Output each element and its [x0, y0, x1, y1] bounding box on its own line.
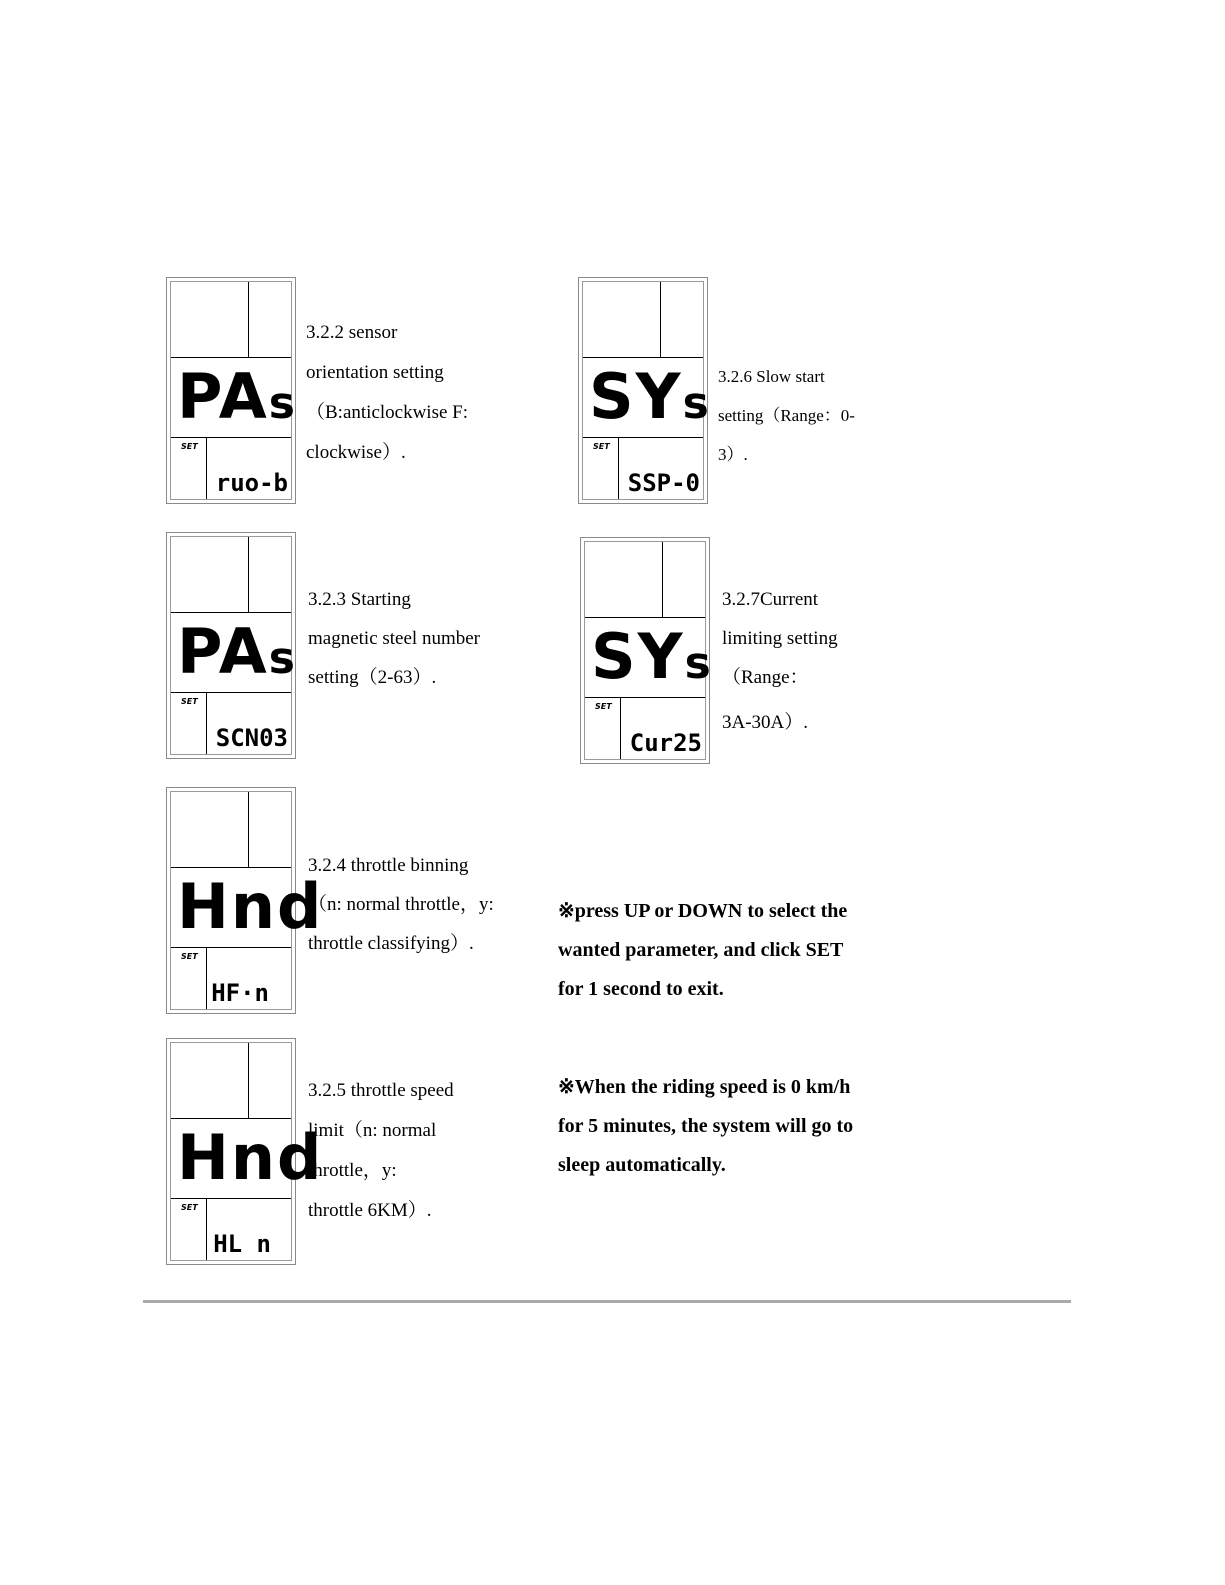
lcd-display-3-2-2 — [166, 277, 296, 504]
lcd-main-text: SYs — [589, 360, 711, 433]
lcd-display-3-2-5 — [166, 1038, 324, 1265]
description-3-2-6: 3.2.6 Slow start setting（Range：0- 3）. — [718, 367, 855, 464]
set-label: SET — [181, 697, 198, 706]
set-label: SET — [595, 702, 612, 711]
lcd-display-3-2-3 — [166, 532, 296, 759]
lcd-code-text: HL n — [213, 1230, 271, 1258]
set-label: SET — [181, 1203, 198, 1212]
description-3-2-2: 3.2.2 sensor orientation setting （B:anticlockwise F: clockwise）. — [306, 322, 469, 463]
lcd-main-text: PAs — [177, 615, 297, 688]
page-divider — [143, 1300, 1071, 1303]
lcd-code-text: Cur25 — [629, 729, 702, 757]
set-label: SET — [593, 442, 610, 451]
lcd-display-3-2-6 — [578, 277, 711, 504]
lcd-main-text: SYs — [591, 620, 713, 693]
description-3-2-4: 3.2.4 throttle binning （n: normal throttle，y: throttle classifying）. — [308, 855, 494, 954]
lcd-main-text: Hnd — [177, 1121, 324, 1194]
set-label: SET — [181, 952, 198, 961]
lcd-code-text: SSP-0 — [627, 469, 700, 497]
note-auto-sleep: ※When the riding speed is 0 km/h for 5 minutes, the system will go to sleep automatically. — [558, 1076, 854, 1176]
lcd-code-text: SCN03 — [215, 724, 288, 752]
lcd-display-3-2-4 — [166, 787, 324, 1014]
description-3-2-7: 3.2.7Current limiting setting （Range： 3A-30A）. — [722, 589, 838, 733]
set-label: SET — [181, 442, 198, 451]
lcd-code-text: ruo-b — [215, 469, 288, 497]
lcd-code-text: HF·n — [211, 979, 269, 1007]
lcd-main-text: Hnd — [177, 870, 324, 943]
lcd-main-text: PAs — [177, 360, 297, 433]
lcd-display-3-2-7 — [580, 537, 713, 764]
note-navigation: ※press UP or DOWN to select the wanted parameter, and click SET for 1 second to exit. — [558, 900, 848, 1000]
description-3-2-3: 3.2.3 Starting magnetic steel number setting（2-63）. — [308, 589, 480, 688]
description-3-2-5: 3.2.5 throttle speed limit（n: normal throttle，y: throttle 6KM）. — [308, 1080, 454, 1221]
